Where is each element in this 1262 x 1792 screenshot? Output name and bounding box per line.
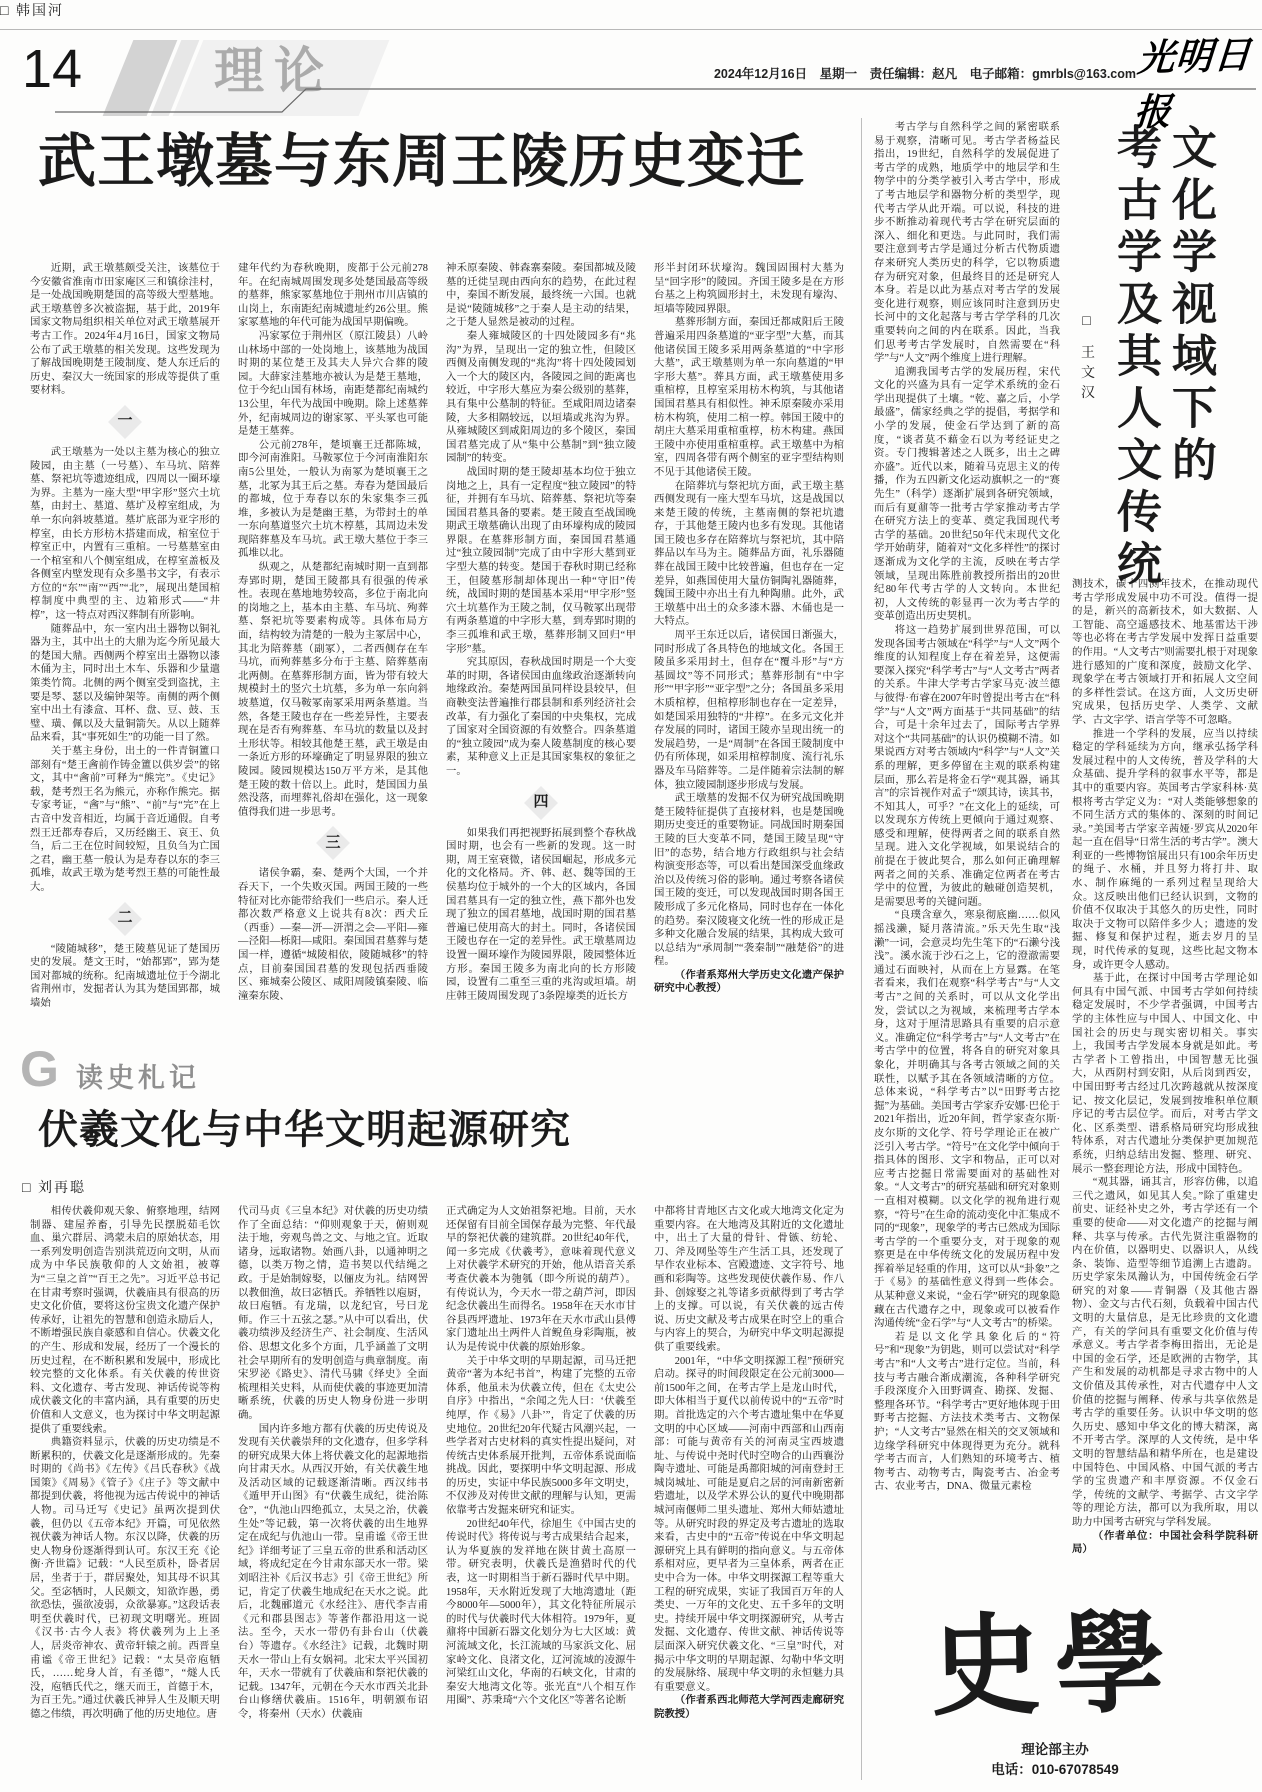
bottom-article-author: □ 刘再聪 bbox=[22, 1181, 86, 1196]
main-article-title: 武王墩墓与东周王陵历史变迁 bbox=[38, 129, 806, 194]
main-article-author: □ 韩国河 bbox=[0, 4, 64, 19]
bottom-article-column-3 bbox=[446, 1205, 636, 1733]
paragraph: 代司马贞《三皇本纪》对伏羲的历史功绩作了全面总结：“仰则观象于天，俯则观法于地，旁观鸟兽之文、与地之宜。近取诸身，远取诸物。始画八卦，以通神明之德，以类万物之情，造书契以代结绳之政。于是始制嫁娶，以俪皮为礼。结网罟以教佃渔，故曰宓牺氏。养牺牲以庖厨，故曰庖牺。有龙瑞，以龙纪官，号曰龙师。作三十五弦之瑟。”从中可以看出，伏羲功绩涉及经济生产、社会制度、生活风俗、思想文化多个方面，几乎涵盖了文明社会早期所有的发明创造与典章制度。南宋罗泌《路史》、清代马骕《绎史》全面梳理相关史料，从而使伏羲的事迹更加清晰系统，伏羲的历史人物身份进一步明确。 bbox=[238, 1206, 428, 1421]
paragraph: 究其原因，春秋战国时期是一个大变革的时期，各诸侯国由血缘政治逐渐转向地缘政治。秦楚两国虽同样设县较早，但商鞅变法普遍推行郡县制和系列经济社会改革，有力强化了秦国的中央集权，完成了国家对全国资源的有效整合。四条墓道的“独立陵园”成为秦人陵墓制度的核心要素，某种意义上正是其国家集权的象征之一。 bbox=[446, 657, 636, 777]
paragraph: 武王墩墓为一处以主墓为核心的独立陵园，由主墓（一号墓）、车马坑、陪葬墓、祭祀坑等遗迹组成，四周以一圈环壕为界。主墓为一座大型“甲字形”竖穴土坑墓，由封土、墓道、墓圹及椁室组成，为单一东向斜坡墓道。墓圹底部为亚字形的椁室，由长方形枋木搭建而成，棺室位于椁室正中，内置有三重棺。一号墓墓室由一个棺室和八个侧室组成，在椁室盖板及各侧室内壁发现有众多墨书文字，有表示方位的“东”“南”“西”“北”，展现出楚国棺椁制度中典型的主、边箱形式——“井椁”，这一特点对西汉葬制有所影响。 bbox=[30, 446, 220, 622]
paragraph: 战国时期的楚王陵却基本均位于独立岗地之上，具有一定程度“独立陵园”的特征，并拥有车马坑、陪葬墓、祭祀坑等秦国国君墓具备的要素。楚王陵直至战国晚期武王墩墓确认出现了由环壕构成的陵园界限。在墓葬形制方面，秦国国君墓通过“独立陵园制”完成了由中字形大墓到亚字型大墓的转变。楚国于春秋时期已经称王，但陵墓形制却体现出一种“守旧”传统，战国时期的楚国基本采用“甲字形”竖穴土坑墓作为王陵之制，仅马鞍冢出现带有两条墓道的中字形大墓，到寿郢时期的李三孤堆和武王墩，墓葬形制又回归“甲字形”墓。 bbox=[446, 466, 636, 655]
section-marker bbox=[446, 786, 636, 820]
section-number: 二 bbox=[117, 909, 133, 926]
paragraph: 典籍资料显示，伏羲的历史功绩是不断累积的，伏羲文化是逐渐形成的。先秦时期的《尚书》《左传》《吕氏春秋》《战国策》《周易》《管子》《庄子》等文献中都提到伏羲，将他视为远古传说中的神话人物。司马迁写《史记》虽两次提到伏羲，但仍以《五帝本纪》开篇，可见依然视伏羲为神话人物。东汉以降，伏羲的历史人物身份逐渐得到认可。东汉王充《论衡·齐世篇》记载：“人民至质朴，卧者居居，坐者于于，群居聚处，知其母不识其父。至宓牺时，人民颇文，知欲诈愚，勇欲恐怯，强欲凌弱，众欲暴寡。”这段话表明至伏羲时代，已初现文明曙光。班固《汉书·古今人表》将伏羲列为上上圣人，居炎帝神农、黄帝轩辕之前。西晋皇甫谧《帝王世纪》记载：“太昊帝庖牺氏，……蛇身人首，有圣德”，“燧人氏没，庖牺氏代之，继天而王，首德于木，为百王先。”通过伏羲氏神异人生及顺天明德之伟绩，再次明确了他的历史地位。唐 bbox=[30, 1437, 220, 1720]
right-article-title-line2: 考古学及其人文传统 bbox=[1110, 124, 1160, 592]
section-number: 四 bbox=[533, 793, 549, 810]
paragraph: 神禾原秦陵、韩森寨秦陵。秦国都城及陵墓的迁徙呈现由西向东的趋势，在此过程中，秦国不断发展，最终统一六国。也就是说“陵随城移”之于秦人是主动的结果，之于楚人显然是被动的过程。 bbox=[446, 263, 636, 329]
paragraph: 正式确定为人文始祖祭祀地。目前，天水还保留有目前全国保存最为完整、年代最早的祭祀伏羲的建筑群。20世纪40年代，闻一多完成《伏羲考》，意味着现代意义上对伏羲学术研究的开始，他从语音关系考查伏羲本为匏瓠（即今所说的葫芦）。有传说认为，今天水一带之葫芦河，即因纪念伏羲出生而得名。1958年在天水市甘谷县西坪遗址、1973年在天水市武山县傅家门遗址出土两件人首鲵鱼身彩陶瓶，被认为是传说中伏羲的原始形象。 bbox=[446, 1206, 636, 1353]
bottom-article-column-1 bbox=[30, 1205, 220, 1733]
page-number: 14 bbox=[22, 39, 83, 99]
organizer-label: 理论部主办 bbox=[1021, 1742, 1089, 1757]
paragraph: “观其器，诵其言，形容仿佛，以追三代之遗风，如见其人矣。”除了重建史前史、证经补史之外，考古学还有一个重要的使命——对文化遗产的挖掘与阐释、共享与传承。古代先贤注重器物的内在价值，以器明史、以器识人，从线条、装饰、造型等细节追溯上古遗韵。历史学家朱凤瀚认为，中国传统金石学研究的对象——青铜器（及其他古器物）、金文与古代石刻，负载着中国古代文明的大量信息，是无比珍贵的文化遗产，有关的学问具有重要文化价值与传承意义。考古学者李梅田指出，无论是中国的金石学，还是欧洲的古物学，其产生和发展的动机都是寻求古物中的人文价值及其传承性，对古代遗存中人文价值的挖掘与阐释、传承与共享依然是考古学的重要任务。认识中华文明的悠久历史、感知中华文化的博大精深，离不开考古学。深厚的人文传统，是中华文明的智慧结晶和精华所在，也是建设中国特色、中国风格、中国气派的考古学的宝贵遗产和丰厚资源。不仅金石学，传统的文献学、考据学、古文字学等的理论方法，都可以为我所取，用以助力中国考古研究与学科发展。 bbox=[1072, 1177, 1258, 1528]
paragraph: 纵观之，从楚都纪南城时期一直到都寿郢时期，楚国王陵都具有很强的传承性。表现在墓地地势较高，多位于南北向的岗地之上，基本由主墓、车马坑、殉葬墓、祭祀坑等要素构成等。具体布局方面，结构较为清楚的一般为主冢居中心，其北为陪葬墓（副冢），二者西侧存在车马坑，而殉葬墓多分布于主墓、陪葬墓南北两侧。在墓葬形制方面，皆为带有较大规模封土的竖穴土坑墓，多为单一东向斜坡墓道，仅马鞍冢南冢采用两条墓道。当然，各楚王陵也存在一些差异性，主要表现在是否有殉葬墓、车马坑的数量以及封土形状等。相较其他楚王墓，武王墩是由一条近方形的环壕确定了明显界限的独立陵园。陵园规模达150万平方米，是其他楚王陵的数十倍以上。此时，楚国国力虽然没落，而埋葬礼俗却在强化，这一现象值得我们进一步思考。 bbox=[238, 562, 428, 818]
paragraph: 武王墩墓的发掘不仅为研究战国晚期楚王陵特征提供了直接材料，也是楚国晚期历史变迁的重要物证。同战国时期秦国王陵的巨大变革不同，楚国王陵呈现“守旧”的态势，结合地方行政组织与社会结构演变形态等，可以看出楚国深受血缘政治以及传统习俗的影响。通过考察各诸侯国王陵的变迁，可以发现战国时期各国王陵形成了多元化格局，同时也存在一体化的趋势。秦汉陵寝文化统一性的形成正是多种文化融合发展的结果，其构成大致可以总结为“承周制”“袭秦制”“融楚俗”的进程。 bbox=[654, 793, 844, 968]
history-calligraphy: 史學 bbox=[929, 1602, 1181, 1730]
author-note: （作者系郑州大学历史文化遗产保护研究中心教授） bbox=[654, 969, 844, 995]
bottom-article-title: 伏羲文化与中华文明起源研究 bbox=[38, 1107, 571, 1152]
paragraph: 推进一个学科的发展，应当以持续稳定的学科延续为方向，继承弘扬学科发展过程中的人文传统，普及学科的大众基础、提升学科的叙事水平等，都是其中的重要内容。英国考古学家科林·莫根将考古学定义为：“对人类能够想象的不同生活方式的集体的、深刻的时间记录。”美国考古学家辛茜娅·罗宾从2020年起一直在倡导“日常生活的考古学”。澳大利亚的一些博物馆展出只有100余年历史的绳子、水桶，并且努力将打井、取水、制作麻绳的一系列过程呈现给大众。这反映出他们已经认识到，文物的价值不仅取决于其悠久的历史性，同时取决于文物可以陪伴多少人；遗迹的发掘、修复和保护过程，逝去岁月的呈现，时代传承的复现，这些比起文物本身，或许更令人感动。 bbox=[1072, 728, 1258, 971]
phone-number: 电话：010-67078549 bbox=[991, 1762, 1119, 1777]
right-article-title bbox=[1102, 124, 1222, 594]
paragraph: 基于此，在探讨中国考古学理论如何具有中国气派、中国考古学如何持续稳定发展时，不少学者强调，中国考古学的主体性应与中国人、中国文化、中国社会的历史与现实密切相关。事实上，我国考古学发展本身就是如此。考古学者卜工曾指出，中国智慧无比强大，从西阴村到安阳，从后岗到西安，中国田野考古经过几次跨越就从按深度记、按文化层记，发展到按堆积单位顺序记的考古层位学。而后，对考古学文化、区系类型、谱系格局研究均形成独特体系，对古代遗址分类保护更加规范系统，归纳总结出发掘、整理、研究、展示一整套理论方法，形成中国特色。 bbox=[1072, 973, 1258, 1175]
paragraph: 测技术，碳十四测年技术，在推动现代考古学形成发展中功不可没。值得一提的是，新兴的高新技术，如大数据、人工智能、高空遥感技术、地基雷达干涉等也必将在考古学发展中发挥日益重要的作用。“人文考古”则需要扎根于对现象进行感知的广度和深度，鼓励文化学、现象学在考古领域打开和拓展人文空间的多样性尝试。在这方面，人文历史研究成果，包括历史学、人类学、文献学、古文字学、语言学等不可忽略。 bbox=[1072, 579, 1258, 726]
paragraph: 墓葬形制方面，秦国迁都咸阳后王陵普遍采用四条墓道的“亚字型”大墓，而其他诸侯国王陵多采用两条墓道的“中字形大墓”，武王墩墓则为单一东向墓道的“甲字形大墓”。葬具方面，武王墩墓使用多重棺椁，且椁室采用枋木构筑，与其他诸国国君墓具有相似性。神禾原秦陵亦采用枋木构筑，使用二棺一椁。韩国王陵中的胡庄大墓采用重棺重椁，枋木构建。燕国王陵中亦使用重棺重椁。武王墩墓中为棺室，四周各带有两个侧室的亚字型结构则不见于其他诸侯王陵。 bbox=[654, 317, 844, 478]
paragraph: 关于墓主身份，出土的一件青铜簠口部刻有“楚王酓前作铸金簠以供岁尝”的铭文，其中“酓前”可释为“熊完”。《史记》载，楚考烈王名为熊元，亦称作熊完。据专家考证，“酓”与“熊”、“前”与“完”在上古音中发音相近，均属于音近通假。自考烈王迁都寿春后，又历经幽王、哀王、负刍，后二王在位时间较短，且负刍为亡国之君，幽王墓一般认为是寿春以东的李三孤堆，故武王墩为楚考烈王墓的可能性最大。 bbox=[30, 746, 220, 893]
vertical-divider bbox=[861, 118, 862, 1780]
paragraph: 追溯我国考古学的发展历程，宋代文化的兴盛为具有一定学术系统的金石学出现提供了土壤。“乾、嘉之后，小学最盛”，儒家经典之学的提倡，考据学和小学的发展，使金石学达到了新的高度，“谈者莫不藉金石以为考经证史之资。专门搜辑著述之人既多，出土之碑亦盛”。近代以来，随着马克思主义的传播，作为五四新文化运动旗帜之一的“赛先生”（科学）逐渐扩展到各研究领域，而后有夏鼐等一批考古学家推动考古学在研究方法上的变革、奠定我国现代考古学的基础。20世纪50年代末现代文化学开始萌芽，随着对“文化多样性”的探讨逐渐成为文化学的主流，反映在考古学领域，呈现出陈胜前教授所指出的20世纪80年代考古学的人文转向。本世纪初，人文传统的彰显再一次为考古学的变革创造出历史契机。 bbox=[874, 366, 1060, 623]
author-note: （作者系西北师范大学河西走廊研究院教授） bbox=[654, 1695, 844, 1720]
paragraph: 秦人雍城陵区的十四处陵园多有“兆沟”为界，呈现出一定的独立性，但陵区西侧及南侧发现的“兆沟”将十四处陵园划入一个大的陵区内，各陵园之间的距离也较近，中字形大墓应为秦公级别的墓葬，具有集中公墓制的特征。至咸阳周边诸秦陵，大多相隔较远，以垣墙或兆沟为界。从雍城陵区到咸阳周边的多个陵区，秦国国君墓完成了从“集中公墓制”到“独立陵园制”的转变。 bbox=[446, 330, 636, 465]
main-article-column-1 bbox=[30, 262, 220, 1036]
paragraph: 近期，武王墩墓颇受关注，该墓位于今安徽省淮南市田家庵区三和镇徐洼村，是一处战国晚期楚国的高等级大型墓地。武王墩墓曾多次被盗掘，基于此，2019年国家文物局组织相关单位对武王墩墓展开考古工作。2024年4月16日，国家文物局公布了武王墩墓的相关发现。这些发现为了解战国晚期楚王陵制度、楚人东迁后的历史、秦汉大一统国家的形成等提供了重要材料。 bbox=[30, 263, 220, 397]
paragraph: 冯家冢位于荆州区（原江陵县）八岭山林场中部的一处岗地上，该墓地为战国时期的某位楚王及其夫人异穴合葬的陵园。大薛家洼墓地亦被认为是楚王墓地，位于今纪山国有林场，南距楚都纪南城约13公里，年代为战国中晚期。除上述墓葬外，纪南城周边的谢家冢、平头冢也可能是楚王墓葬。 bbox=[238, 330, 428, 438]
paragraph: 相传伏羲仰观天象、俯察地理，结网制器、建屋养畜，引导先民摆脱茹毛饮血、巢穴群居、鸿蒙未启的原始状态，用一系列发明创造告别洪荒迈向文明，从而成为中华民族敬仰的人文始祖，被尊为“三皇之首”“百王之先”。习近平总书记在甘肃考察时强调，伏羲庙具有很高的历史文化价值，要将这份宝贵文化遗产保护传承好，让祖先的智慧和创造永励后人，不断增强民族自豪感和自信心。伏羲文化的产生、形成和发展，经历了一个漫长的历史过程，在不断积累和发展中，形成比较完整的文化体系。有关伏羲的传世资料、文化遗存、考古发现、神话传说等构成伏羲文化的丰富内涵，具有重要的历史价值和人文意义，也为探讨中华文明起源提供了重要线索。 bbox=[30, 1206, 220, 1435]
paragraph: 形半封闭环状壕沟。魏国固围村大墓为呈“回字形”的陵园。齐国王陵多是在方形台基之上构筑圆形封土，未发现有壕沟、垣墙等陵园界限。 bbox=[654, 263, 844, 315]
dateline: 2024年12月16日 星期一 责任编辑：赵凡 电子邮箱：gmrbls@163.com bbox=[713, 67, 1136, 81]
section-marker bbox=[238, 826, 428, 860]
right-article-author: □ 王文汉 bbox=[1079, 314, 1094, 405]
main-article-column-3 bbox=[446, 262, 636, 1036]
right-article-title-line1: 文化学视域下的 bbox=[1165, 124, 1215, 488]
paragraph: “良璞含章久，寒泉彻底幽……似风摇浅濑，疑月落清流。”乐天先生取“浅濑”一词，会意灵均先生笔下的“石濑兮浅浅”。溪水流于沙石之上，它的澄澈需要通过石面映衬，从而在上方显露。在笔者看来，我们在观察“科学考古”与“人文考古”之间的关系时，可以从文化学出发，尝试以之为视域，来梳理考古学本身，这对于厘清思路具有重要的启示意义。准确定位“科学考古”与“人文考古”在考古学中的位置，将各自的研究对象具象化，并明确其与各考古领域之间的关联性，以赋予其在各领域清晰的方位。总体来说，“科学考古”以“田野考古挖掘”为基础。美国考古学家乔安娜·巴伦于2021年指出，近20年间，哲学家查尔斯·皮尔斯的文化学、符号学理论正在被广泛引入考古学。“符号”在文化学中倾向于指具体的图形、文字和物品，正可以对应考古挖掘日常需要面对的基础性对象。“人文考古”的研究基础和研究对象则一直相对模糊。以文化学的视角进行观察，“符号”在生命的流动变化中汇集成不同的“现象”，现象学的考古已然成为国际考古学的一个重要分支，对于现象的观察更是在中华传统文化的发展历程中发挥着举足轻重的作用，这可以从“卦象”之于《易》的基础性意义得到一些体会。从某种意义来说，“金石学”研究的现象隐藏在古代遗存之中，现象或可以被看作沟通传统“金石学”与“人文考古”的桥梁。 bbox=[874, 910, 1060, 1330]
history-notes-logo: G bbox=[20, 1041, 59, 1097]
section-number: 三 bbox=[325, 834, 341, 851]
masthead-logo: 光明日报 bbox=[1132, 35, 1253, 135]
author-note: （作者单位：中国社会科学院科研局） bbox=[1072, 1530, 1258, 1556]
top-rule bbox=[0, 29, 1262, 30]
bottom-article-column-2 bbox=[238, 1205, 428, 1733]
paragraph: “陵随城移”，楚王陵墓见证了楚国历史的发展。楚文王时，“始都郢”，郢为楚国对都城的统称。纪南城遗址位于今湖北省荆州市，发掘者认为其为楚国郢都，城墙始 bbox=[30, 943, 220, 1009]
paragraph: 诸侯争霸，秦、楚两个大国，一个并吞天下，一个失败灭国。两国王陵的一些特征对比亦能带给我们一些启示。秦人迁都次数严格意义上说共有8次：西犬丘（西垂）—秦—汧—汧渭之会—平阳—雍—泾阳—栎阳—咸阳。秦国国君墓葬与楚国一样，遵循“城陵相依，陵随城移”的特点，目前秦国国君墓的发现包括西垂陵区、雍城秦公陵区、咸阳周陵镇秦陵、临潼秦东陵、 bbox=[238, 868, 428, 1002]
paragraph: 关于中华文明的早期起源，司马迁把黄帝“著为本纪书首”，构建了完整的五帝体系，他虽未为伏羲立传，但在《太史公自序》中指出，“余闻之先人曰：‘伏羲至纯厚，作《易》八卦’”，肯定了伏羲的历史地位。20世纪20年代疑古风潮兴起，一些学者对古史材料的真实性提出疑问，对传统古史体系展开批判，五帝体系说面临挑战。因此，要探明中华文明起源、形成的历史，实证中华民族5000多年文明史，不仅涉及对传世文献的理解与认知，更需依靠考古发掘来研究和证实。 bbox=[446, 1355, 636, 1517]
right-article-column-b bbox=[1072, 578, 1258, 1612]
paragraph: 公元前278年，楚顷襄王迁都陈城，即今河南淮阳。马鞍冢位于今河南淮阳东南5公里处，一般认为南冢为楚顷襄王之墓，北冢为其王后之墓。寿春为楚国最后的都城，位于寿春以东的朱家集李三孤堆，多被认为是楚幽王墓，为带封土的单一东向墓道竖穴土坑木椁墓，其周边未发现陪葬墓及车马坑。武王墩大墓位于李三孤堆以北。 bbox=[238, 439, 428, 560]
paragraph: 中都将甘青地区古文化或大地湾文化定为重要内容。在大地湾及其附近的文化遗址中，出土了大量的骨针、骨镞、纺轮、刀、斧及网坠等生产生活工具，还发现了早作农业标本、宫殿遗迹、文字符号、地画和彩陶等。这些发现使伏羲作易、作八卦、创嫁娶之礼等诸多贡献得到了考古学上的支撑。可以说，有关伏羲的远古传说、历史文献及考古成果在时空上的重合与内容上的契合，为研究中华文明起源提供了重要线索。 bbox=[654, 1206, 844, 1353]
section-marker bbox=[30, 405, 220, 439]
main-article-column-4 bbox=[654, 262, 844, 1036]
paragraph: 建年代约为春秋晚期，废都于公元前278年。在纪南城周围发现多处楚国最高等级的墓葬，熊家冢墓地位于荆州市川店镇的山岗上，东南距纪南城遗址约26公里。熊家冢墓地的年代可能为战国早期偏晚。 bbox=[238, 263, 428, 329]
paragraph: 随葬品中，东一室内出土器物以铜礼器为主，其中出土的大鼎为迄今所见最大的楚国大鼎。西侧两个椁室出土器物以漆木俑为主，同时出土木车、乐器和少量遣策类竹简。北侧的两个侧室受到盗扰，主要是琴、瑟以及编钟架等。南侧的两个侧室中出土有漆盒、耳杯、盘、豆、鼓、玉璧、璜、佩以及大量铜箭矢。从以上随葬品来看，其“事死如生”的功能一目了然。 bbox=[30, 623, 220, 744]
right-article-column-a bbox=[874, 121, 1060, 1613]
paragraph: 在陪葬坑与祭祀坑方面，武王墩主墓西侧发现有一座大型车马坑，这是战国以来楚王陵的传统，主墓南侧的祭祀坑遗存，于其他楚王陵内也多有发现。其他诸国王陵也多存在陪葬坑与祭祀坑，其中陪葬品以车马为主。随葬品方面，礼乐器随葬在战国王陵中比较普遍，但也存在一定差异，如燕国使用大量仿铜陶礼器随葬，魏国王陵中亦出土有九种陶鼎。此外，武王墩墓中出土的众多漆木器、木俑也是一大特点。 bbox=[654, 480, 844, 628]
bottom-article-column-4 bbox=[654, 1205, 844, 1733]
section-number: 一 bbox=[117, 413, 133, 430]
section-title: 理论 bbox=[214, 43, 334, 99]
main-article-column-2 bbox=[238, 262, 428, 1036]
paragraph: 若是以文化学具象化后的“符号”和“现象”为钥匙，则可以尝试对“科学考古”和“人文考古”进行定位。当前，科技与考古融合渐成潮流，各种科学研究手段深度介入田野调查、勘探、发掘、整理各环节。“科学考古”更好地体现于田野考古挖掘、方法技术类考古、文物保护；“人文考古”显然在相关的交叉领域和边缘学科研究中体现得更为充分。就科学考古而言，人们熟知的环境考古、植物考古、动物考古，陶瓷考古、冶金考古、农业考古，DNA、微量元素检 bbox=[874, 1331, 1060, 1493]
paragraph: 将这一趋势扩展到世界范围，可以发现各国考古领域在“科学”与“人文”两个维度的认知程度上存在着差异，这便需要深入探究“科学考古”与“人文考古”两者的关系。牛津大学考古学家马克·波兰德与彼得·布睿在2007年时曾提出考古在“科学”与“人文”两方面基于“共同基础”的结合，可是十余年过去了，国际考古学界对这个“共同基础”的认识仍模糊不清。如果说西方对考古领域内“科学”与“人文”关系的理解，更多停留在主观的联系构建层面，那么若是将金石学“观其器，诵其言”的宗旨视作对孟子“颂其诗，读其书，不知其人，可乎？”在文化上的延续，可以发现东方传统上更倾向于通过观察、感受和理解，使得两者之间的联系自然呈现。进入文化学视域，如果说结合的前提在于彼此契合，那么如何正确理解两者之间的关系、准确定位两者在考古学中的位置，为彼此的触碰创造契机，是需要思考的关键问题。 bbox=[874, 624, 1060, 908]
paragraph: 国内许多地方都有伏羲的历史传说及发现有关伏羲崇拜的文化遗存，但多学科的研究成果大体上将伏羲文化的起源地指向甘肃天水。从西汉开始，有关伏羲生地及活动区域的记载逐渐清晰。西汉纬书《遁甲开山图》有“伏羲生成纪，徙治陈仓”，“仇池山四绝孤立，太昊之治，伏羲生处”等记载，第一次将伏羲的出生地界定在成纪与仇池山一带。皇甫谧《帝王世纪》详细考证了三皇五帝的世系和活动区域，将成纪定在今甘肃东部天水一带。梁刘昭注补《后汉书志》引《帝王世纪》所记，肯定了伏羲生地成纪在天水之说。此后，北魏郦道元《水经注》、唐代李吉甫《元和郡县图志》等著作都沿用这一说法。至今，天水一带仍有卦台山（伏羲台）等遗存。《水经注》记载，北魏时期天水一带山上有女娲祠。北宋太平兴国初年，天水一带就有了伏羲庙和祭祀伏羲的记载。1347年，元朝在今天水市西关北卦台山修缮伏羲庙。1516年，明朝颁布诏令，将秦州（天水）伏羲庙 bbox=[238, 1423, 428, 1720]
paragraph: 考古学与自然科学之间的紧密联系易于观察，清晰可见。考古学者杨益民指出，19世纪，自然科学的发展促进了考古学的成熟，地质学中的地层学和生物学中的分类学被引入考古学中，形成了考古地层学和器物分析的类型学，现代考古学从此开端。可以说，科技的进步不断推动着现代考古学在研究层面的深入、细化和更迭。与此同时，我们需要注意到考古学是通过分析古代物质遗存来研究人类历史的科学，它以物质遗存为研究对象，但最终目的还是研究人本身。若是以此为基点对考古学的发展变化进行观察，则应该同时注意到历史长河中的文化起落与考古学学科的几次重要转向之间的内在联系。因此，当我们思考考古学发展时，自然需要在“科学”与“人文”两个维度上进行理解。 bbox=[874, 122, 1060, 365]
history-notes-label: 读史札记 bbox=[76, 1063, 200, 1093]
paragraph: 周平王东迁以后，诸侯国日渐强大，同时形成了各具特色的地域文化。各国王陵虽多采用封土，但存在“覆斗形”与“方基圆坟”等不同形式；墓葬形制有“中字形”“甲字形”“亚字型”之分；各国虽多采用木质棺椁，但棺椁形制也存在一定差异，如楚国采用独特的“井椁”。在多元文化并存发展的同时，诸国王陵亦呈现出统一的发展趋势，一是“周制”在各国王陵制度中仍有所体现，如采用棺椁制度、流行礼乐器及车马陪葬等。二是伴随着宗法制的解体，独立陵园制逐步形成与发展。 bbox=[654, 630, 844, 791]
section-marker bbox=[30, 902, 220, 936]
paragraph: 2001年，“中华文明探源工程”预研究启动。探寻的时间段限定在公元前3000—前1500年之间，在考古学上是龙山时代，即大体相当于夏代以前传说中的“五帝”时期。首批选定的六个考古遗址集中在华夏文明的中心区域——河南中西部和山西南部：可能与黄帝有关的河南灵宝西坡遗址、与传说中尧时代时空吻合的山西襄汾陶寺遗址、可能是禹都阳城的河南登封王城岗城址、可能是夏启之居的河南新密新砦遗址，以及学术界公认的夏代中晚期都城河南偃师二里头遗址、郑州大师姑遗址等。从研究时段的界定及考古遗址的选取来看，古史中的“五帝”传说在中华文明起源研究上具有鲜明的指向意义。与五帝体系相对应，更早者为三皇体系，两者在正史中合为一体。中华文明探源工程等重大工程的研究成果，实证了我国百万年的人类史、一万年的文化史、五千多年的文明史。持续开展中华文明探源研究，从考古发掘、文化遗存、传世文献、神话传说等层面深入研究伏羲文化、“三皇”时代，对揭示中华文明的早期起源、勾勒中华文明的发展脉络、展现中华文明的永恒魅力具有重要意义。 bbox=[654, 1355, 844, 1693]
paragraph: 20世纪40年代，徐旭生《中国古史的传说时代》将传说与考古成果结合起来，认为华夏族的发祥地在陕甘黄土高原一带。研究表明，伏羲氏是渔猎时代的代表，这一时期相当于新石器时代早中期。1958年，天水附近发现了大地湾遗址（距今8000年—5000年），其文化特征所展示的时代与伏羲时代大体相符。1979年，夏鼐将中国新石器文化划分为七大区域：黄河流域文化，长江流域的马家浜文化、屈家岭文化、良渚文化，辽河流域的凌源牛河梁红山文化，华南的石峡文化，甘肃的秦安大地湾文化等。张光直“八个相互作用圈”、苏秉琦“六个文化区”等著名论断 bbox=[446, 1518, 636, 1707]
paragraph: 如果我们再把视野拓展到整个春秋战国时期，也会有一些新的发现。这一时期，周王室衰微，诸侯国崛起，形成多元化的文化格局。齐、韩、赵、魏等国的王侯墓均位于城外的一个大的区域内，各国国君墓具有一定的独立性，燕下都外也发现了独立的国君墓地，战国时期的国君墓普遍已使用高大的封土。同时，各诸侯国王陵也存在一定的差异性。武王墩墓周边设置一圈环壕作为陵园界限，陵园整体近方形。秦国王陵多为南北向的长方形陵园，设置有二重至三重的兆沟或垣墙。胡庄韩王陵周围发现了3条隍壕类的近长方 bbox=[446, 827, 636, 1002]
